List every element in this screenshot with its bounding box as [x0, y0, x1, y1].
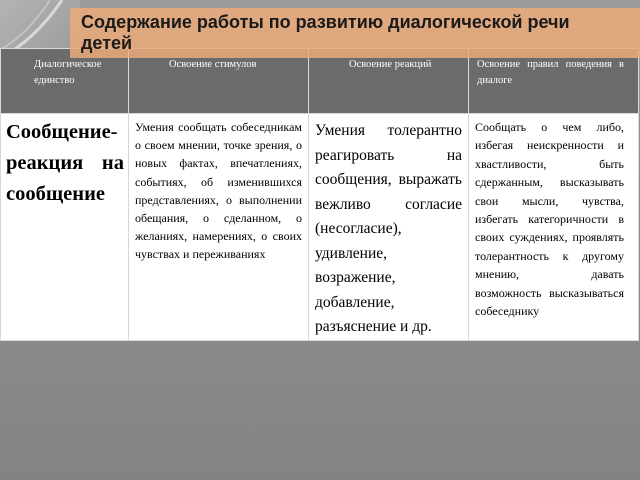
- cell-stimuli: Умения сообщать собеседникам о своем мнении, точке зрения, о новых фактах, впечатлениях, событиях, об изменившихся представлениях, о выполнении обещания, о сделанном, о желаниях, намерениях, о своих чувствах и переживаниях: [129, 114, 309, 341]
- header-dialog-unit: Диалогическое единство: [1, 49, 129, 114]
- cell-reactions: Умения толерантно реагировать на сообщения, выражать вежливо согласие (несогласие), удивление, возражение, добавление, разъяснение и др.: [309, 114, 469, 341]
- header-behavior-rules: Освоение правил поведения в диалоге: [469, 49, 639, 114]
- header-reactions: Освоение реакций: [309, 49, 469, 114]
- cell-dialog-unit: Сообщение- реакция на сообщение: [1, 114, 129, 341]
- table-row: [1, 114, 639, 341]
- page-title: Содержание работы по развитию диалогической речи детей: [81, 12, 570, 53]
- content-table: [0, 48, 639, 341]
- table-header-row: [1, 49, 639, 114]
- cell-behavior-rules: Сообщать о чем либо, избегая неискренности и хвастливости, быть сдержанным, высказывать свои мысли, чувства, избегать категоричности в своих суждениях, проявлять толерантность к другому мнению, давать возможность высказываться собеседнику: [469, 114, 639, 341]
- header-stimuli: Освоение стимулов: [129, 49, 309, 114]
